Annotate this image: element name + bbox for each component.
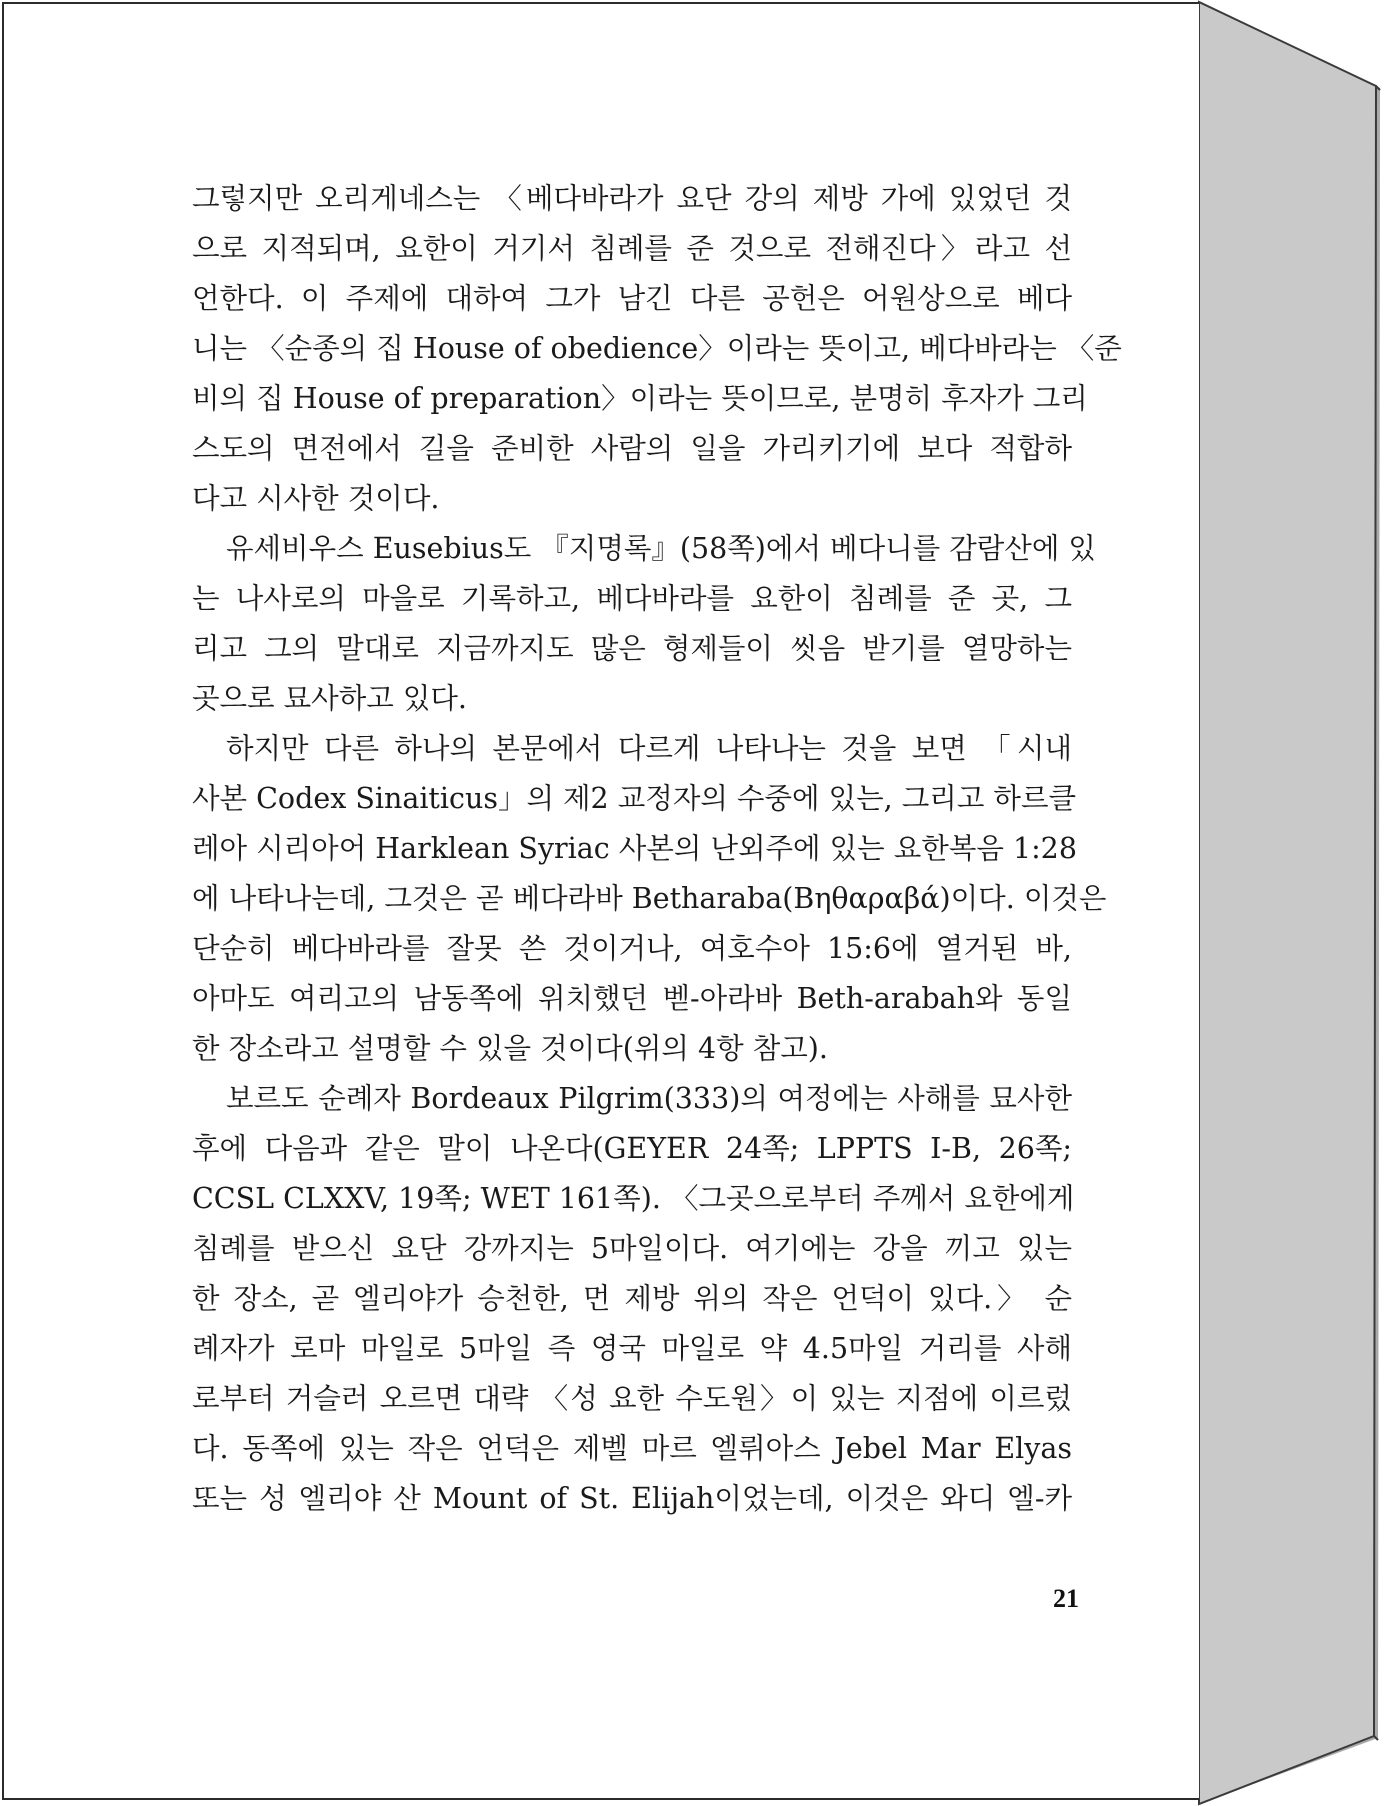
text-line: 비의 집 House of preparation〉이라는 뜻이므로, 분명히 후자가 그리 xyxy=(192,382,1088,415)
text-line: 으로 지적되며, 요한이 거기서 침례를 준 것으로 전해진다〉라고 선 xyxy=(192,232,1072,265)
page-number: 21 xyxy=(1053,1584,1079,1613)
text-line: 침례를 받으신 요단 강까지는 5마일이다. 여기에는 강을 끼고 있는 xyxy=(192,1232,1072,1265)
text-line: 다고 시사한 것이다. xyxy=(192,482,440,515)
page-face xyxy=(2,2,1199,1800)
text-line: 는 나사로의 마을로 기록하고, 베다바라를 요한이 침례를 준 곳, 그 xyxy=(192,582,1072,615)
text-line: 유세비우스 Eusebius도 『지명록』(58쪽)에서 베다니를 감람산에 있 xyxy=(226,532,1096,565)
text-line: 하지만 다른 하나의 본문에서 다르게 나타나는 것을 보면 「시내 xyxy=(226,732,1072,765)
text-line: 레아 시리아어 Harklean Syriac 사본의 난외주에 있는 요한복음 1:28 xyxy=(192,832,1077,865)
text-line: 리고 그의 말대로 지금까지도 많은 형제들이 씻음 받기를 열망하는 xyxy=(192,632,1072,665)
text-line: 보르도 순례자 Bordeaux Pilgrim(333)의 여정에는 사해를 묘사한 xyxy=(226,1082,1072,1115)
body-text xyxy=(192,174,1122,1524)
text-line: 한 장소, 곧 엘리야가 승천한, 먼 제방 위의 작은 언덕이 있다.〉 순 xyxy=(192,1282,1072,1315)
text-line: 사본 Codex Sinaiticus」의 제2 교정자의 수중에 있는, 그리고 하르클 xyxy=(192,782,1077,815)
text-line: 다. 동쪽에 있는 작은 언덕은 제벨 마르 엘뤼아스 Jebel Mar Elyas xyxy=(192,1432,1072,1465)
text-line: 또는 성 엘리야 산 Mount of St. Elijah이었는데, 이것은 와디 엘-카 xyxy=(192,1482,1072,1515)
text-line: CCSL CLXXV, 19쪽; WET 161쪽). 〈그곳으로부터 주께서 요한에게 xyxy=(192,1182,1075,1215)
text-line: 에 나타나는데, 그것은 곧 베다라바 Betharaba(Βηθαραβά)이다. 이것은 xyxy=(192,882,1107,915)
text-line: 례자가 로마 마일로 5마일 즉 영국 마일로 약 4.5마일 거리를 사해 xyxy=(192,1332,1072,1365)
text-line: 스도의 면전에서 길을 준비한 사람의 일을 가리키기에 보다 적합하 xyxy=(192,432,1072,465)
text-line: 아마도 여리고의 남동쪽에 위치했던 벧-아라바 Beth-arabah와 동일 xyxy=(192,982,1072,1015)
text-line: 그렇지만 오리게네스는 〈베다바라가 요단 강의 제방 가에 있었던 것 xyxy=(192,182,1072,215)
text-line: 한 장소라고 설명할 수 있을 것이다(위의 4항 참고). xyxy=(192,1032,828,1065)
text-line: 곳으로 묘사하고 있다. xyxy=(192,682,467,715)
text-line: 후에 다음과 같은 말이 나온다(GEYER 24쪽; LPPTS I-B, 26쪽; xyxy=(192,1132,1072,1165)
text-line: 로부터 거슬러 오르면 대략 〈성 요한 수도원〉이 있는 지점에 이르렀 xyxy=(192,1382,1072,1415)
text-line: 니는 〈순종의 집 House of obedience〉이라는 뜻이고, 베다바라는 〈준 xyxy=(192,332,1122,365)
text-line: 언한다. 이 주제에 대하여 그가 남긴 다른 공헌은 어원상으로 베다 xyxy=(192,282,1072,315)
page-edge-face xyxy=(1199,2,1376,1804)
text-line: 단순히 베다바라를 잘못 쓴 것이거나, 여호수아 15:6에 열거된 바, xyxy=(192,932,1072,965)
